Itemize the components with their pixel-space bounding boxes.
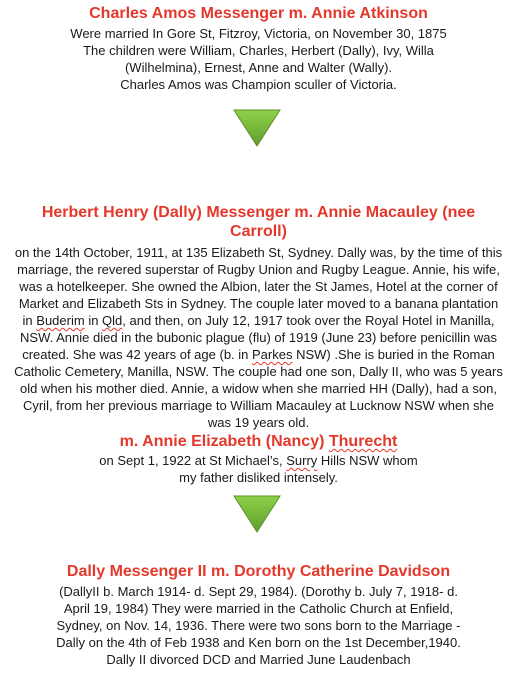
section1-line-2: The children were William, Charles, Herbert (Dally), Ivy, Willa [83,43,434,58]
section-dally-ii [0,562,517,668]
misspelled-word: Thurecht [328,433,398,450]
section2-text-4: NSW) .She is buried in the Roman Catholic Cemetery, Manilla, NSW. The couple had one son, Dally II, who was 5 years old when his mother died. Annie, a widow when she married HH (Dally), had a son, Cyril, from her previous marriage to William Macauley at Lucknow NSW when she was 19 years old. [14,347,503,430]
section2-paragraph [0,244,517,431]
section-charles-amos [0,4,517,93]
heading-dally-ii: Dally Messenger II m. Dorothy Catherine Davidson [66,563,451,580]
section2b-text-2: Hills NSW whom my father disliked intensely. [179,453,418,485]
misspelled-word: Buderim [36,313,85,328]
misspelled-word: Qld [102,313,123,328]
heading-herbert-henry [0,203,517,241]
section3-paragraph [0,583,517,668]
section2-text-1: on the 14th October, 1911, at 135 Elizabeth St, Sydney. Dally was, by the time of this marriage, the revered superstar of Rugby Union and Rugby League. Annie, his wife, was a hotelkeeper. She owned the Albion, later the St James, Hotel at the corner of Market and Elizabeth Sts in Sydney. The couple later moved to a banana plantation in [14,245,503,328]
section2b-text-1: on Sept 1, 1922 at St Michael’s, [99,453,287,468]
section1-text [0,25,517,93]
subheading-annie-elizabeth [0,432,517,451]
section3-last-line: Dally II divorced DCD and Married June Laudenbach [106,652,411,667]
section1-line-1: Were married In Gore St, Fitzroy, Victoria, on November 30, 1875 [70,26,447,41]
section-herbert-henry [0,203,517,486]
section1-line-4: Charles Amos was Champion sculler of Victoria. [120,77,397,92]
section2-text-3: , and then, on July 12, 1917 took over the Royal Hotel in Manilla, NSW. Annie died in the bubonic plague (flu) of 1919 (June 23) before penicillin was created. She was 42 years of age (b. in [20,313,497,362]
section2-paragraph-2 [0,452,517,486]
misspelled-word: Parkes [252,347,293,362]
heading-charles-amos: Charles Amos Messenger m. Annie Atkinson [89,5,428,22]
heading-herbert-line-1: Herbert Henry (Dally) Messenger m. Annie Macauley (nee [41,204,476,221]
section3-text: (DallyII b. March 1914- d. Sept 29, 1984). (Dorothy b. July 7, 1918- d. April 19, 1984) They were married in the Catholic Church at Enfield, Sydney, on Nov. 14, 1936. There were two sons born to the Marriage -Dally on the 4th of Feb 1938 and Ken born on the 1st December,1940. [56,584,461,650]
misspelled-word: Surry [286,453,318,468]
down-arrow-icon [232,494,282,534]
subheading-prefix: m. Annie Elizabeth (Nancy) [119,433,329,450]
section2-text-2: in [84,313,103,328]
section1-line-3: (Wilhelmina), Ernest, Anne and Walter (Wally). [124,60,393,75]
down-arrow-icon [232,108,282,148]
heading-herbert-line-2: Carroll) [230,223,287,240]
